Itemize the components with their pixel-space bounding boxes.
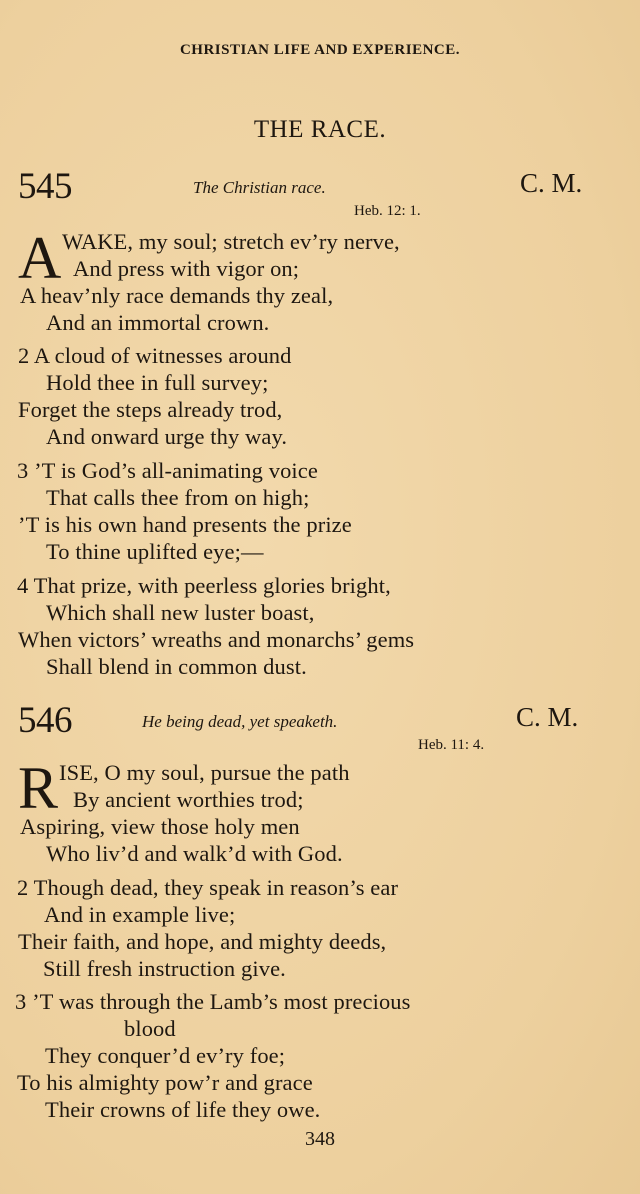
dropcap-letter: A: [18, 225, 62, 291]
hymn-number: 546: [18, 700, 72, 741]
hymn-line: 3 ’T is God’s all-animating voice: [17, 458, 318, 483]
hymn-line: Which shall new luster boast,: [46, 600, 315, 625]
hymn-header-546: [0, 702, 640, 762]
hymn-line: A heav’nly race demands thy zeal,: [20, 283, 334, 308]
hymn-line: And in example live;: [44, 902, 236, 927]
running-head: CHRISTIAN LIFE AND EXPERIENCE.: [179, 42, 461, 58]
hymn-meter: C. M.: [516, 702, 579, 732]
hymn-line: 4 That prize, with peerless glories bright,: [17, 573, 391, 598]
hymn-line: Still fresh instruction give.: [43, 956, 286, 981]
hymn-line: And press with vigor on;: [73, 256, 300, 281]
hymn-line: 2 A cloud of witnesses around: [18, 343, 292, 368]
hymn-line: 2 Though dead, they speak in reason’s ear: [17, 875, 399, 900]
hymn-header-545: [0, 168, 640, 228]
hymn-line: Who liv’d and walk’d with God.: [46, 841, 343, 866]
hymn-meter: C. M.: [520, 168, 583, 198]
hymn-line: WAKE, my soul; stretch ev’ry nerve,: [62, 229, 400, 254]
hymn-line: And onward urge thy way.: [46, 424, 288, 449]
hymn-line: ISE, O my soul, pursue the path: [59, 760, 350, 785]
hymn-line: Their faith, and hope, and mighty deeds,: [18, 929, 387, 954]
section-title: THE RACE.: [253, 116, 387, 143]
hymn-subtitle: He being dead, yet speaketh.: [142, 712, 338, 731]
hymn-line: To thine uplifted eye;—: [46, 539, 264, 564]
hymn-line: That calls thee from on high;: [46, 485, 310, 510]
hymn-line: 3 ’T was through the Lamb’s most precious: [15, 989, 411, 1014]
dropcap-letter: R: [18, 755, 59, 821]
hymn-line: Aspiring, view those holy men: [20, 814, 300, 839]
hymn-line: By ancient worthies trod;: [73, 787, 304, 812]
hymn-line: Forget the steps already trod,: [18, 397, 283, 422]
hymn-line: And an immortal crown.: [46, 310, 270, 335]
scripture-reference: Heb. 11: 4.: [418, 737, 485, 753]
hymn-subtitle: The Christian race.: [193, 178, 326, 197]
hymn-line: Their crowns of life they owe.: [45, 1097, 321, 1122]
hymn-number: 545: [18, 166, 72, 207]
hymn-line: Shall blend in common dust.: [46, 654, 307, 679]
hymn-line: To his almighty pow’r and grace: [17, 1070, 313, 1095]
hymn-line: ’T is his own hand presents the prize: [18, 512, 352, 537]
hymn-line: blood: [124, 1016, 176, 1041]
page-number: 348: [305, 1128, 335, 1150]
hymn-line: When victors’ wreaths and monarchs’ gems: [18, 627, 415, 652]
hymn-line: They conquer’d ev’ry foe;: [45, 1043, 286, 1068]
scripture-reference: Heb. 12: 1.: [354, 203, 421, 219]
hymn-line: Hold thee in full survey;: [46, 370, 269, 395]
